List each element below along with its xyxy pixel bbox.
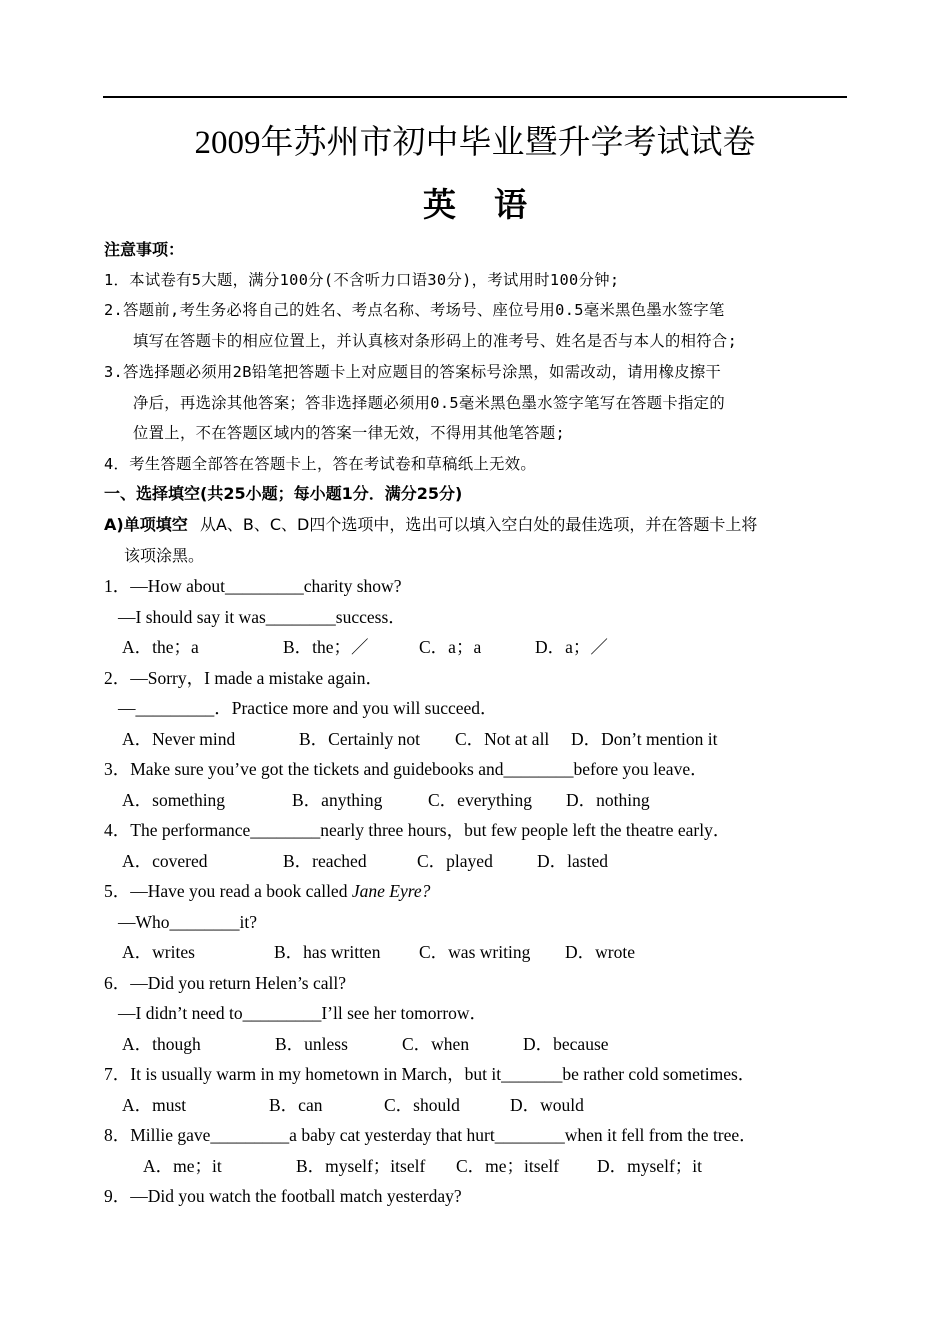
question-6-option-c: C．when xyxy=(402,1034,470,1054)
question-3-option-c: C．everything xyxy=(428,790,533,810)
question-4-option-d: D．lasted xyxy=(537,851,608,871)
notice-heading: 注意事项： xyxy=(104,240,185,259)
question-5-line-1-text: 5．—Have you read a book called xyxy=(104,881,352,901)
question-1-option-c: C．a；a xyxy=(419,637,482,657)
question-8-option-a: A．me；it xyxy=(143,1156,222,1176)
question-7-option-c: C．should xyxy=(384,1095,460,1115)
question-2-option-d: D．Don’t mention it xyxy=(571,729,718,749)
notice-line-5: 净后，再选涂其他答案；答非选择题必须用0.5毫米黑色墨水签字笔写在答题卡指定的 xyxy=(133,394,725,412)
question-3-line-1: 3．Make sure you’ve got the tickets and guidebooks and________before you leave． xyxy=(104,759,708,779)
question-8-option-b: B．myself；itself xyxy=(296,1156,426,1176)
notice-line-7: 4．考生答题全部答在答题卡上，答在考试卷和草稿纸上无效。 xyxy=(104,455,537,473)
question-8-line-1: 8．Millie gave_________a baby cat yesterday that hurt________when it fell from the tree． xyxy=(104,1125,757,1145)
question-3-option-d: D．nothing xyxy=(566,790,650,810)
question-2-option-b: B．Certainly not xyxy=(299,729,421,749)
question-3-option-a: A．something xyxy=(122,790,226,810)
notice-line-4: 3.答选择题必须用2B铅笔把答题卡上对应题目的答案标号涂黑，如需改动，请用橡皮擦干 xyxy=(104,363,722,381)
question-5-line-1 xyxy=(104,880,430,902)
part-a-instruction xyxy=(104,514,757,536)
question-1-option-d: D．a；／ xyxy=(535,637,608,657)
question-4-option-a: A．covered xyxy=(122,851,208,871)
question-4-option-c: C．played xyxy=(417,851,493,871)
question-2-option-c: C．Not at all xyxy=(455,729,550,749)
question-9-line-1: 9．—Did you watch the football match yesterday? xyxy=(104,1186,462,1206)
notice-line-2: 2.答题前,考生务必将自己的姓名、考点名称、考场号、座位号用0.5毫米黑色墨水签字笔 xyxy=(104,301,725,319)
question-5-option-b: B．has written xyxy=(274,942,381,962)
question-1-option-b: B．the；／ xyxy=(283,637,369,657)
question-7-line-1: 7．It is usually warm in my hometown in March，but it_______be rather cold sometimes． xyxy=(104,1064,756,1084)
question-8-option-d: D．myself；it xyxy=(597,1156,702,1176)
question-6-option-d: D．because xyxy=(523,1034,609,1054)
question-2-line-2: —_________．Practice more and you will succeed． xyxy=(118,698,498,718)
question-7-option-d: D．would xyxy=(510,1095,584,1115)
question-6-line-2: —I didn’t need to_________I’ll see her tomorrow． xyxy=(118,1003,488,1023)
part-a-instruction-text: 从A、B、C、D四个选项中，选出可以填入空白处的最佳选项，并在答题卡上将 xyxy=(199,515,758,534)
question-5-option-d: D．wrote xyxy=(565,942,635,962)
question-3-option-b: B．anything xyxy=(292,790,383,810)
subject-title: 英语 xyxy=(423,185,565,224)
question-7-option-a: A．must xyxy=(122,1095,187,1115)
question-6-option-a: A．though xyxy=(122,1034,201,1054)
question-5-option-c: C．was writing xyxy=(419,942,531,962)
question-8-option-c: C．me；itself xyxy=(456,1156,560,1176)
question-1-line-1: 1．—How about_________charity show? xyxy=(104,576,402,596)
question-5-option-a: A．writes xyxy=(122,942,195,962)
question-5-book-title: Jane Eyre? xyxy=(351,881,431,901)
part-a-label: A)单项填空 xyxy=(104,515,188,534)
question-4-line-1: 4．The performance________nearly three hours，but few people left the theatre early． xyxy=(104,820,731,840)
notice-line-6: 位置上，不在答题区域内的答案一律无效，不得用其他笔答题; xyxy=(133,424,566,442)
notice-line-1: 1．本试卷有5大题，满分100分(不含听力口语30分)，考试用时100分钟; xyxy=(104,271,620,289)
question-1-option-a: A．the；a xyxy=(122,637,199,657)
question-5-line-2: —Who________it? xyxy=(118,912,258,932)
question-6-line-1: 6．—Did you return Helen’s call? xyxy=(104,973,347,993)
notice-line-3: 填写在答题卡的相应位置上，并认真核对条形码上的准考号、姓名是否与本人的相符合; xyxy=(133,332,738,350)
question-7-option-b: B．can xyxy=(269,1095,323,1115)
question-2-option-a: A．Never mind xyxy=(122,729,236,749)
question-2-line-1: 2．—Sorry，I made a mistake again． xyxy=(104,668,383,688)
exam-title: 2009年苏州市初中毕业暨升学考试试卷 xyxy=(194,125,756,161)
section-heading: 一、选择填空(共25小题；每小题1分．满分25分) xyxy=(104,484,463,503)
question-4-option-b: B．reached xyxy=(283,851,367,871)
top-rule xyxy=(103,96,847,98)
question-6-option-b: B．unless xyxy=(275,1034,348,1054)
question-1-line-2: —I should say it was________success． xyxy=(118,607,406,627)
part-a-instruction-cont: 该项涂黑。 xyxy=(124,546,205,565)
